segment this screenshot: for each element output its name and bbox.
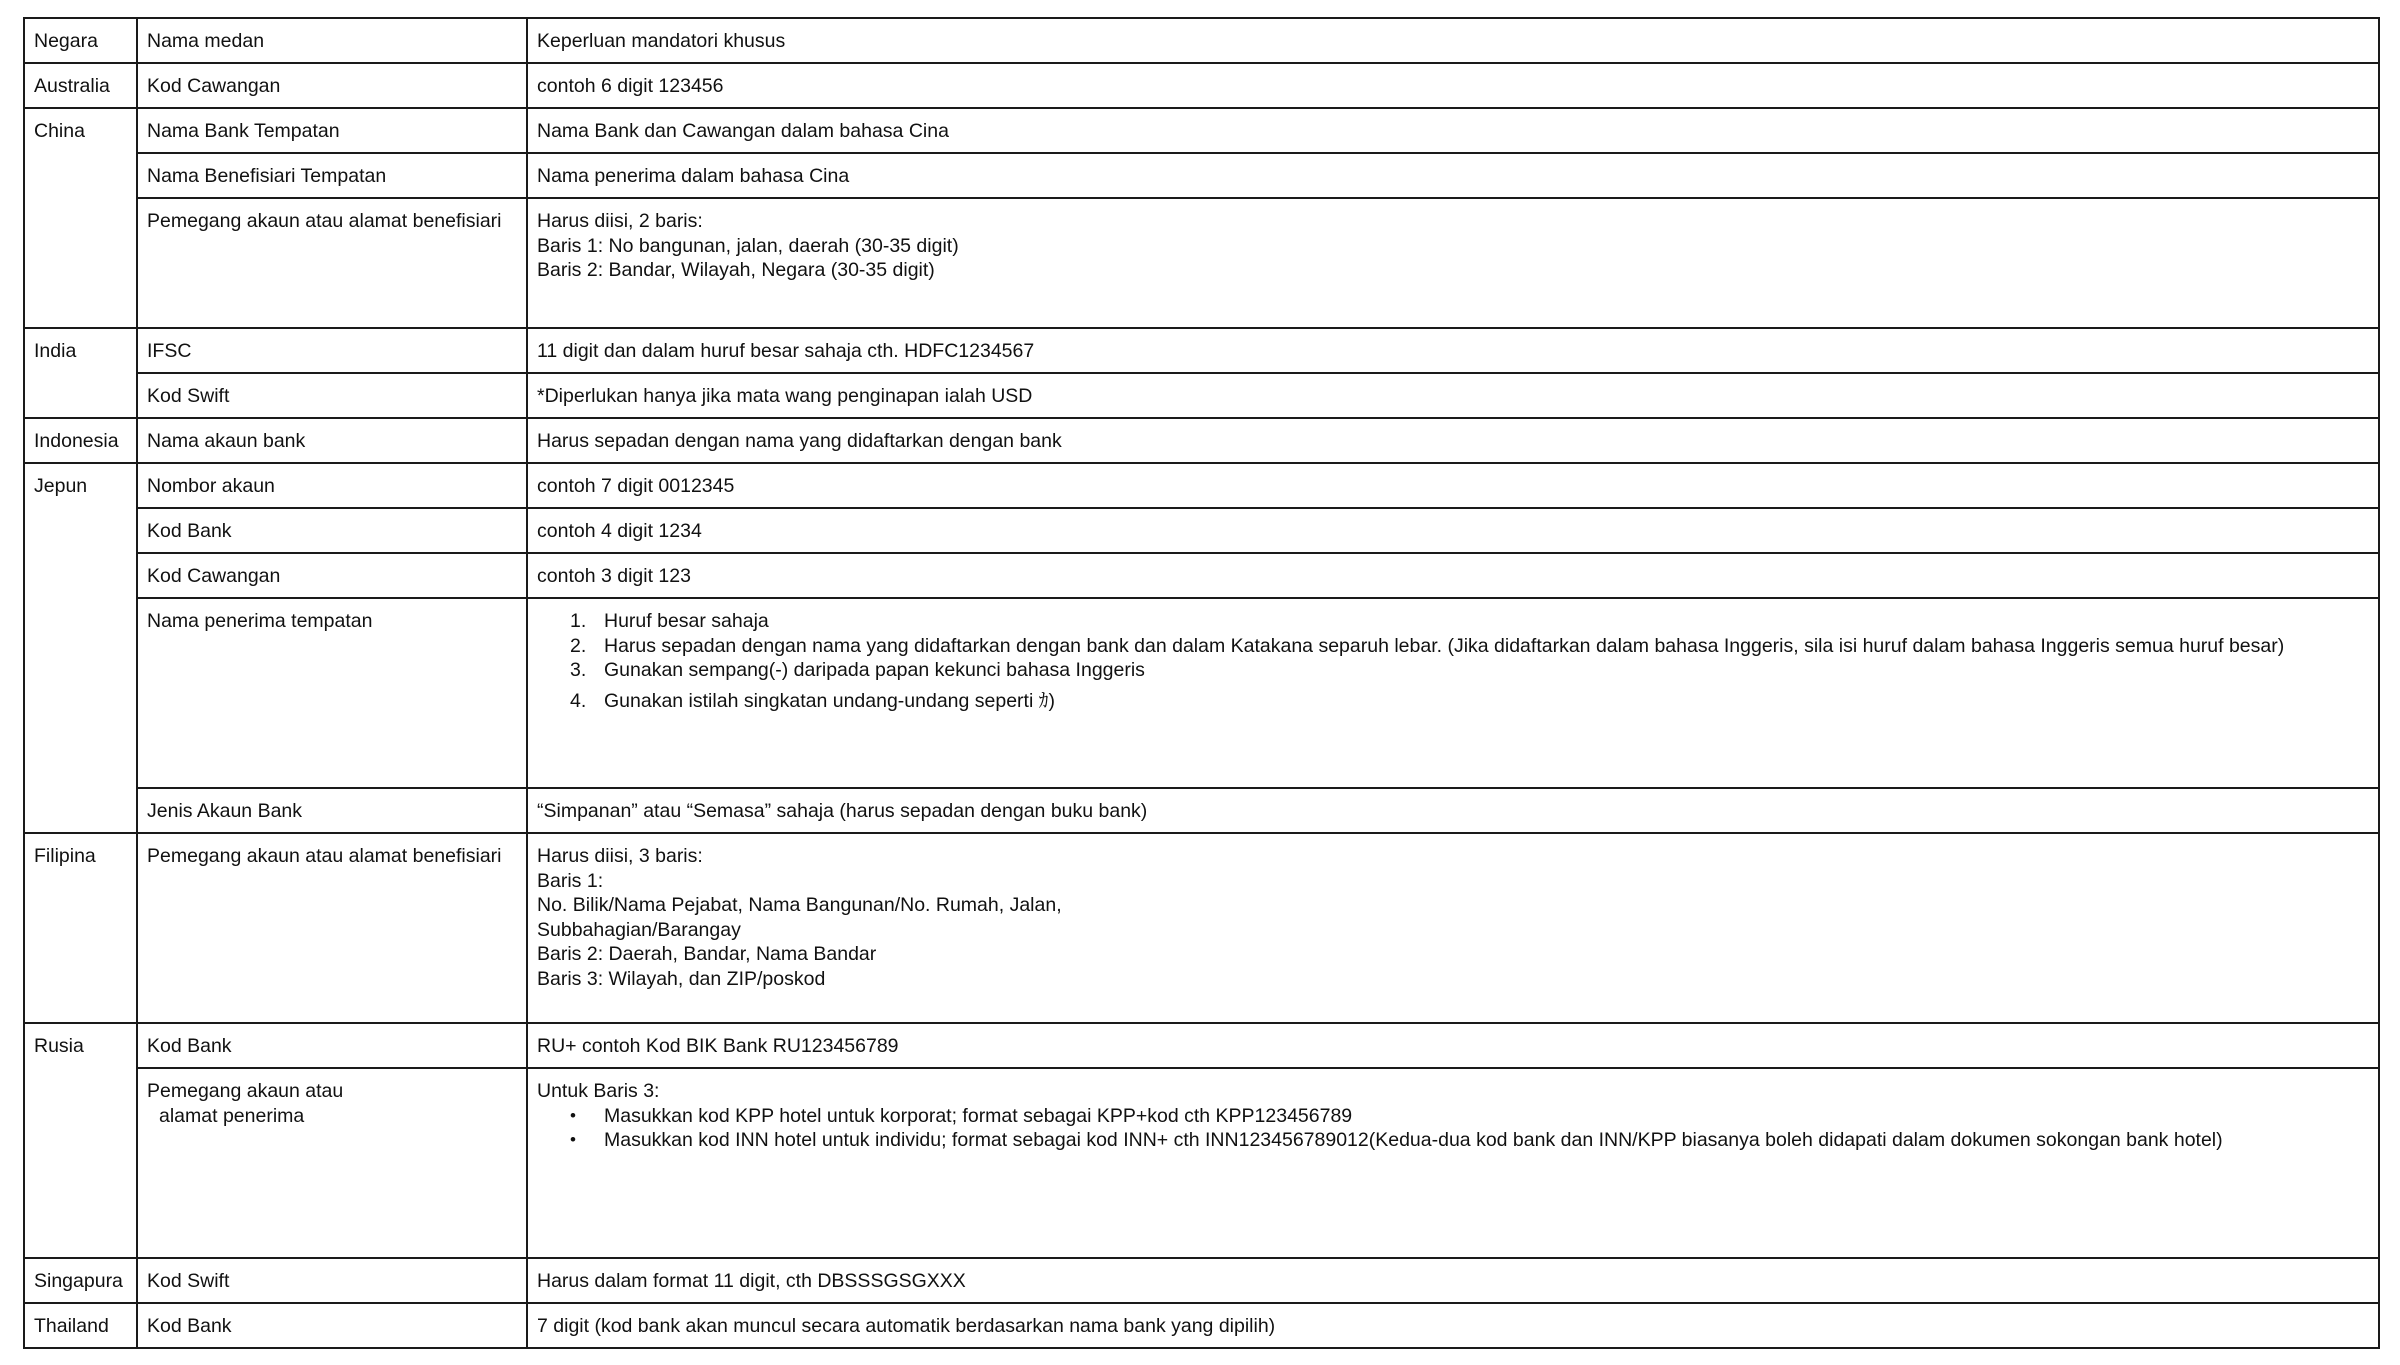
field-cell: Nombor akaun xyxy=(137,463,527,508)
country-cell-indonesia: Indonesia xyxy=(24,418,137,463)
list-marker: 4. xyxy=(570,689,587,712)
requirement-cell: Nama penerima dalam bahasa Cina xyxy=(527,153,2379,198)
table-row xyxy=(24,153,2379,198)
table-row xyxy=(24,1258,2379,1303)
mandatory-requirements-table xyxy=(23,17,2380,1349)
requirement-cell: contoh 7 digit 0012345 xyxy=(527,463,2379,508)
list-item-text: Huruf besar sahaja xyxy=(604,610,769,632)
requirement-cell: contoh 3 digit 123 xyxy=(527,553,2379,598)
list-item xyxy=(537,1104,2369,1129)
requirement-line: Untuk Baris 3: xyxy=(537,1080,660,1102)
field-cell: Pemegang akaun atau alamat benefisiari xyxy=(137,198,527,328)
field-cell: Kod Swift xyxy=(137,373,527,418)
header-country: Negara xyxy=(24,18,137,63)
list-item xyxy=(537,1128,2369,1153)
table-row xyxy=(24,1023,2379,1068)
list-item xyxy=(537,689,2369,714)
table-row xyxy=(24,373,2379,418)
country-cell-jepun: Jepun xyxy=(24,463,137,833)
table-row xyxy=(24,418,2379,463)
field-cell: Nama Bank Tempatan xyxy=(137,108,527,153)
requirement-line: No. Bilik/Nama Pejabat, Nama Bangunan/No. Rumah, Jalan, xyxy=(537,894,1062,916)
requirement-cell: *Diperlukan hanya jika mata wang penginapan ialah USD xyxy=(527,373,2379,418)
header-requirement: Keperluan mandatori khusus xyxy=(527,18,2379,63)
country-cell-india: India xyxy=(24,328,137,418)
list-marker: 3. xyxy=(570,659,587,681)
field-cell: Kod Cawangan xyxy=(137,63,527,108)
requirement-line: Baris 3: Wilayah, dan ZIP/poskod xyxy=(537,967,826,990)
field-cell: Pemegang akaun atau alamat benefisiari xyxy=(137,833,527,1023)
requirement-cell xyxy=(527,598,2379,788)
list-item-text: Gunakan istilah singkatan undang-undang seperti ｶ) xyxy=(604,689,1055,712)
table-row xyxy=(24,198,2379,328)
bullet-marker: • xyxy=(570,1130,576,1149)
field-cell: Jenis Akaun Bank xyxy=(137,788,527,833)
requirement-line: Baris 2: Daerah, Bandar, Nama Bandar xyxy=(537,943,877,965)
field-cell: Nama akaun bank xyxy=(137,418,527,463)
requirement-cell xyxy=(527,198,2379,328)
list-item-text: Gunakan sempang(-) daripada papan kekunci bahasa Inggeris xyxy=(604,659,1145,681)
list-item-text: Masukkan kod KPP hotel untuk korporat; format sebagai KPP+kod cth KPP123456789 xyxy=(604,1104,1353,1127)
table-row xyxy=(24,1303,2379,1348)
requirement-cell: Harus sepadan dengan nama yang didaftarkan dengan bank xyxy=(527,418,2379,463)
requirement-line: Subbahagian/Barangay xyxy=(537,918,741,941)
table-row xyxy=(24,833,2379,1023)
requirement-line: Baris 2: Bandar, Wilayah, Negara (30-35 digit) xyxy=(537,259,935,281)
field-cell: Kod Bank xyxy=(137,508,527,553)
list-marker: 2. xyxy=(570,634,587,657)
table-row xyxy=(24,108,2379,153)
field-cell: Nama penerima tempatan xyxy=(137,598,527,788)
requirement-cell: Nama Bank dan Cawangan dalam bahasa Cina xyxy=(527,108,2379,153)
field-cell xyxy=(137,1068,527,1258)
field-line: alamat penerima xyxy=(159,1104,305,1127)
requirement-cell xyxy=(527,833,2379,1023)
requirement-cell: “Simpanan” atau “Semasa” sahaja (harus sepadan dengan buku bank) xyxy=(527,788,2379,833)
country-cell-china: China xyxy=(24,108,137,328)
list-item xyxy=(537,658,2369,683)
table-row xyxy=(24,788,2379,833)
table-row xyxy=(24,598,2379,788)
requirement-line: Baris 1: xyxy=(537,869,604,892)
field-cell: Nama Benefisiari Tempatan xyxy=(137,153,527,198)
requirement-cell: RU+ contoh Kod BIK Bank RU123456789 xyxy=(527,1023,2379,1068)
requirement-cell: Harus dalam format 11 digit, cth DBSSSGSGXXX xyxy=(527,1258,2379,1303)
list-item-text: Masukkan kod INN hotel untuk individu; format sebagai kod INN+ cth INN123456789012(Kedua-dua kod bank dan INN/KPP biasanya boleh didapati dalam dokumen sokongan bank hotel) xyxy=(604,1129,2223,1151)
table-row xyxy=(24,328,2379,373)
requirement-line: Baris 1: No bangunan, jalan, daerah (30-35 digit) xyxy=(537,234,959,257)
list-item-text: Harus sepadan dengan nama yang didaftarkan dengan bank dan dalam Katakana separuh lebar. (Jika didaftarkan dalam bahasa Inggeris, sila isi huruf dalam bahasa Inggeris semua huruf besar) xyxy=(604,634,2285,657)
table-row xyxy=(24,463,2379,508)
list-item xyxy=(537,609,2369,634)
field-cell: Kod Bank xyxy=(137,1023,527,1068)
table-header-row xyxy=(24,18,2379,63)
table-row xyxy=(24,63,2379,108)
country-cell-thailand: Thailand xyxy=(24,1303,137,1348)
country-cell-rusia: Rusia xyxy=(24,1023,137,1258)
field-cell: Kod Bank xyxy=(137,1303,527,1348)
table-row xyxy=(24,508,2379,553)
bullet-marker: • xyxy=(570,1105,576,1125)
header-field: Nama medan xyxy=(137,18,527,63)
field-line: Pemegang akaun atau xyxy=(147,1080,344,1102)
requirement-line: Harus diisi, 3 baris: xyxy=(537,845,703,867)
list-item xyxy=(537,634,2369,659)
numbered-list xyxy=(537,609,2369,713)
field-cell: Kod Swift xyxy=(137,1258,527,1303)
requirement-cell: 11 digit dan dalam huruf besar sahaja cth. HDFC1234567 xyxy=(527,328,2379,373)
table-row xyxy=(24,1068,2379,1258)
requirement-line: Harus diisi, 2 baris: xyxy=(537,210,703,232)
country-cell-australia: Australia xyxy=(24,63,137,108)
country-cell-singapura: Singapura xyxy=(24,1258,137,1303)
bullet-list xyxy=(537,1104,2369,1153)
table-row xyxy=(24,553,2379,598)
requirement-cell xyxy=(527,1068,2379,1258)
requirement-cell: 7 digit (kod bank akan muncul secara automatik berdasarkan nama bank yang dipilih) xyxy=(527,1303,2379,1348)
country-cell-filipina: Filipina xyxy=(24,833,137,1023)
field-cell: IFSC xyxy=(137,328,527,373)
field-cell: Kod Cawangan xyxy=(137,553,527,598)
requirement-cell: contoh 4 digit 1234 xyxy=(527,508,2379,553)
list-marker: 1. xyxy=(570,610,587,632)
requirement-cell: contoh 6 digit 123456 xyxy=(527,63,2379,108)
